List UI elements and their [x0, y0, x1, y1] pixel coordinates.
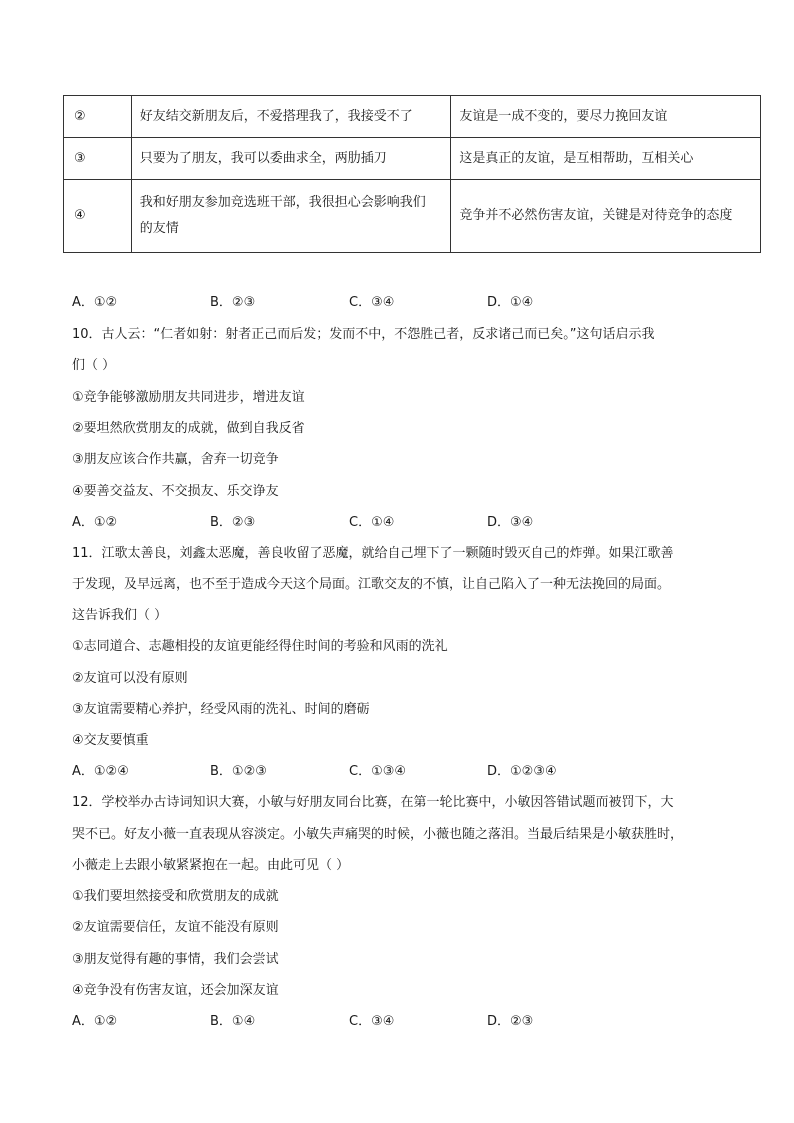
view-cell: 竞争并不必然伤害友谊，关键是对待竞争的态度 [451, 180, 761, 253]
question-11-stem: 这告诉我们（ ） [72, 608, 168, 623]
question-9-table [63, 95, 761, 253]
question-10-item: ①竞争能够激励朋友共同进步，增进友谊 [72, 390, 305, 405]
question-10-item: ②要坦然欣赏朋友的成就，做到自我反省 [72, 421, 305, 436]
option-a[interactable]: A．①② [72, 1014, 118, 1029]
option-b[interactable]: B．①②③ [210, 764, 267, 779]
option-c[interactable]: C．③④ [349, 1014, 395, 1029]
option-c[interactable]: C．①④ [349, 515, 395, 530]
situation-cell [131, 180, 451, 253]
table-row [64, 96, 761, 138]
situation-cell: 只要为了朋友，我可以委曲求全，两肋插刀 [131, 138, 451, 180]
question-11-options [72, 760, 632, 780]
question-10-item: ④要善交益友、不交损友、乐交诤友 [72, 484, 279, 499]
option-a[interactable]: A．①② [72, 515, 118, 530]
question-11-item: ④交友要慎重 [72, 733, 149, 748]
option-d[interactable]: D．②③ [487, 1014, 534, 1029]
question-12-item: ③朋友觉得有趣的事情，我们会尝试 [72, 952, 279, 967]
row-number: ③ [64, 138, 132, 180]
question-11-stem: 11．江歌太善良，刘鑫太恶魔，善良收留了恶魔，就给自己埋下了一颗随时毁灭自己的炸弹。如果江歌善 [72, 546, 674, 561]
situation-line: 的友情 [139, 221, 179, 236]
row-number: ④ [64, 180, 132, 253]
question-9-options [72, 291, 632, 311]
question-12-item: ②友谊需要信任，友谊不能没有原则 [72, 920, 279, 935]
option-d[interactable]: D．①④ [487, 295, 534, 310]
question-12-stem: 小薇走上去跟小敏紧紧抱在一起。由此可见（ ） [72, 858, 350, 873]
row-number: ② [64, 96, 132, 138]
table-row [64, 138, 761, 180]
question-10-stem: 10．古人云：“仁者如射：射者正己而后发；发而不中，不怨胜己者，反求诸己而已矣。”这句话启示我 [72, 327, 655, 342]
option-b[interactable]: B．②③ [210, 515, 256, 530]
option-b[interactable]: B．①④ [210, 1014, 256, 1029]
option-c[interactable]: C．①③④ [349, 764, 407, 779]
question-12-stem: 哭不已。好友小薇一直表现从容淡定。小敏失声痛哭的时候，小薇也随之落泪。当最后结果是小敏获胜时， [72, 827, 684, 842]
view-cell: 这是真正的友谊，是互相帮助，互相关心 [451, 138, 761, 180]
option-d[interactable]: D．①②③④ [487, 764, 557, 779]
table-row [64, 180, 761, 253]
option-b[interactable]: B．②③ [210, 295, 256, 310]
option-c[interactable]: C．③④ [349, 295, 395, 310]
question-11-item: ①志同道合、志趣相投的友谊更能经得住时间的考验和风雨的洗礼 [72, 639, 448, 654]
option-a[interactable]: A．①② [72, 295, 118, 310]
question-12-item: ①我们要坦然接受和欣赏朋友的成就 [72, 889, 279, 904]
question-10-stem: 们（ ） [72, 358, 116, 373]
situation-cell: 好友结交新朋友后，不爱搭理我了，我接受不了 [131, 96, 451, 138]
option-d[interactable]: D．③④ [487, 515, 534, 530]
question-11-item: ③友谊需要精心养护，经受风雨的洗礼、时间的磨砺 [72, 702, 370, 717]
question-10-options [72, 511, 632, 531]
option-a[interactable]: A．①②④ [72, 764, 129, 779]
question-11-stem: 于发现，及早远离，也不至于造成今天这个局面。江歌交友的不慎，让自己陷入了一种无法挽回的局面。 [72, 577, 671, 592]
question-12-options [72, 1010, 632, 1030]
situation-line: 我和好朋友参加竞选班干部，我很担心会影响我们 [139, 195, 426, 210]
question-12-stem: 12．学校举办古诗词知识大赛，小敏与好朋友同台比赛，在第一轮比赛中，小敏因答错试题而被罚下，大 [72, 795, 674, 810]
question-10-item: ③朋友应该合作共赢，舍弃一切竞争 [72, 452, 279, 467]
question-12-item: ④竞争没有伤害友谊，还会加深友谊 [72, 983, 279, 998]
question-11-item: ②友谊可以没有原则 [72, 671, 188, 686]
view-cell: 友谊是一成不变的，要尽力挽回友谊 [451, 96, 761, 138]
